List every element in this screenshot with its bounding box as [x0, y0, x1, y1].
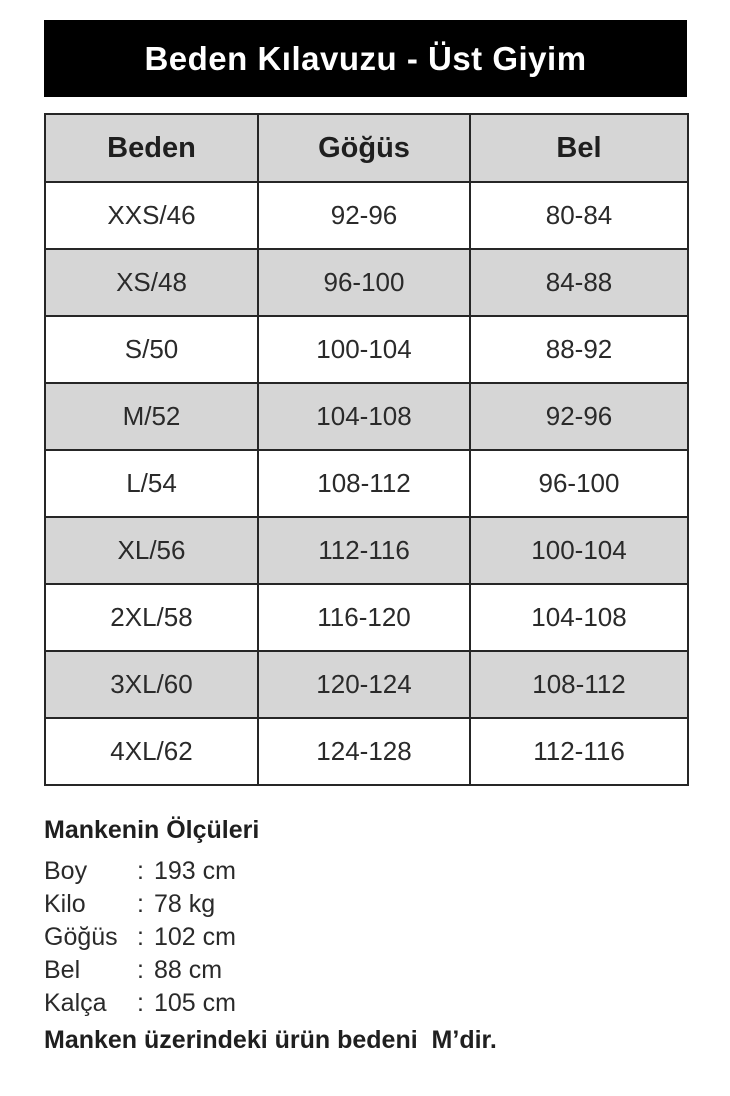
- waist-cell: 112-116: [470, 718, 688, 785]
- measurement-value: 88 cm: [153, 956, 223, 984]
- measurement-row-height: [44, 855, 687, 888]
- table-row: [45, 182, 688, 249]
- measurement-label: Kalça: [44, 989, 107, 1017]
- table-header-row: [45, 114, 688, 182]
- waist-cell: 92-96: [470, 383, 688, 450]
- chest-cell: 108-112: [258, 450, 470, 517]
- table-row: [45, 517, 688, 584]
- measurement-colon: :: [137, 956, 144, 984]
- table-row: [45, 249, 688, 316]
- waist-cell: 108-112: [470, 651, 688, 718]
- measurement-label: Bel: [44, 956, 81, 984]
- title-bar: [44, 20, 687, 97]
- measurement-label: Kilo: [44, 890, 86, 918]
- waist-cell: 80-84: [470, 182, 688, 249]
- table-row: [45, 584, 688, 651]
- measurement-colon: :: [137, 890, 144, 918]
- chest-cell: 96-100: [258, 249, 470, 316]
- size-cell: XXS/46: [45, 182, 258, 249]
- measurement-value: 193 cm: [153, 857, 236, 885]
- model-measurements-section: [44, 816, 687, 1057]
- chest-cell: 116-120: [258, 584, 470, 651]
- measurement-value: 78 kg: [153, 890, 216, 918]
- chest-cell: 120-124: [258, 651, 470, 718]
- column-header-waist: Bel: [470, 114, 688, 182]
- table-row: [45, 651, 688, 718]
- chest-cell: 92-96: [258, 182, 470, 249]
- measurement-colon: :: [137, 923, 144, 951]
- chest-cell: 104-108: [258, 383, 470, 450]
- chest-cell: 124-128: [258, 718, 470, 785]
- table-row: [45, 316, 688, 383]
- size-cell: L/54: [45, 450, 258, 517]
- waist-cell: 88-92: [470, 316, 688, 383]
- size-cell: XL/56: [45, 517, 258, 584]
- size-cell: 3XL/60: [45, 651, 258, 718]
- waist-cell: 84-88: [470, 249, 688, 316]
- waist-cell: 100-104: [470, 517, 688, 584]
- size-cell: 4XL/62: [45, 718, 258, 785]
- column-header-chest: Göğüs: [258, 114, 470, 182]
- measurement-label: Göğüs: [44, 923, 118, 951]
- page-title: Beden Kılavuzu - Üst Giyim: [144, 39, 587, 77]
- measurement-colon: :: [137, 857, 144, 885]
- table-row: [45, 718, 688, 785]
- waist-cell: 96-100: [470, 450, 688, 517]
- size-cell: 2XL/58: [45, 584, 258, 651]
- model-measurements-heading: Mankenin Ölçüleri: [44, 816, 260, 844]
- chest-cell: 100-104: [258, 316, 470, 383]
- measurement-row-chest: [44, 921, 687, 954]
- measurement-row-weight: [44, 888, 687, 921]
- size-cell: S/50: [45, 316, 258, 383]
- waist-cell: 104-108: [470, 584, 688, 651]
- column-header-size: Beden: [45, 114, 258, 182]
- measurement-colon: :: [137, 989, 144, 1017]
- measurement-row-hip: [44, 987, 687, 1020]
- size-cell: M/52: [45, 383, 258, 450]
- size-cell: XS/48: [45, 249, 258, 316]
- chest-cell: 112-116: [258, 517, 470, 584]
- measurement-row-waist: [44, 954, 687, 987]
- measurement-value: 102 cm: [153, 923, 236, 951]
- model-product-size-note: Manken üzerindeki ürün bedeni M’dir.: [44, 1026, 497, 1054]
- table-row: [45, 383, 688, 450]
- measurement-label: Boy: [44, 857, 88, 885]
- table-row: [45, 450, 688, 517]
- measurement-value: 105 cm: [153, 989, 236, 1017]
- size-table: [44, 113, 689, 786]
